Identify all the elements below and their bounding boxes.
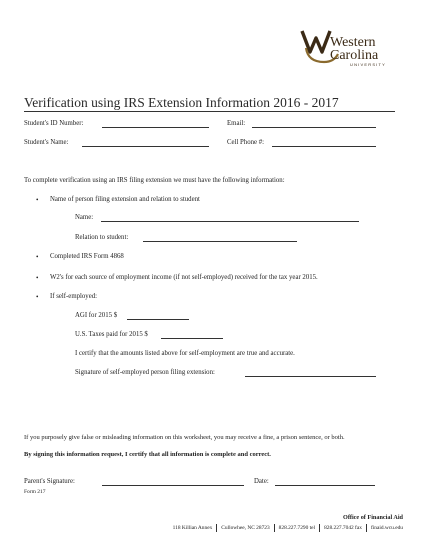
item-form-4868: Completed IRS Form 4868 [50,253,124,260]
student-id-field[interactable] [102,127,209,128]
parent-signature-label: Parent's Signature: [24,478,75,485]
certify-statement: By signing this information request, I certify that all information is complete and correct. [24,451,271,458]
certify-self-text: I certify that the amounts listed above for self-employment are true and accurate. [75,350,295,357]
bullet-icon: • [36,293,39,301]
signature-self-label: Signature of self-employed person filing extension: [75,369,215,376]
office-name: Office of Financial Aid [343,514,403,521]
student-name-field[interactable] [82,146,209,147]
taxes-label: U.S. Taxes paid for 2015 $ [75,331,148,338]
logo-word-university: UNIVERSITY [350,62,387,67]
footer-separator [319,524,320,532]
footer-contact [173,524,403,532]
agi-field[interactable] [127,319,189,320]
logo-word-western: Western [330,35,376,50]
bullet-icon: • [36,253,39,261]
email-field[interactable] [252,127,376,128]
page-title: Verification using IRS Extension Information 2016 - 2017 [24,95,339,110]
item-self-employed: If self-employed: [50,293,97,300]
warning-text: If you purposely give false or misleading information on this worksheet, you may receive a fine, a prison sentence, or both. [24,434,345,441]
footer-address-building: 118 Killian Annex [172,525,213,532]
item-person-filing: Name of person filing extension and relation to student [50,196,200,203]
footer-phone: 828.227.7290 tel [278,525,316,532]
footer-separator [274,524,275,532]
relation-label: Relation to student: [75,234,129,241]
agi-label: AGI for 2015 $ [75,312,118,319]
date-field[interactable] [275,485,375,486]
item-w2s: W2's for each source of employment income (if not self-employed) received for the tax year 2015. [50,274,318,281]
signature-self-field[interactable] [245,376,376,377]
taxes-field[interactable] [161,338,223,339]
footer-address-city: Cullowhee, NC 28723 [221,525,270,532]
title-divider [24,111,395,112]
student-id-label: Student's ID Number: [24,120,84,127]
university-logo [300,28,400,68]
footer-separator [366,524,367,532]
name-label: Name: [75,214,94,221]
cell-phone-label: Cell Phone #: [227,139,265,146]
parent-signature-field[interactable] [102,485,244,486]
intro-text: To complete verification using an IRS filing extension we must have the following information: [24,177,285,184]
student-name-label: Student's Name: [24,139,69,146]
cell-phone-field[interactable] [272,146,376,147]
email-label: Email: [227,120,246,127]
bullet-icon: • [36,274,39,282]
footer-web[interactable]: finaid.wcu.edu [370,525,403,532]
relation-field[interactable] [143,241,297,242]
name-field[interactable] [101,221,359,222]
form-number: Form 217 [24,489,46,495]
footer-separator [216,524,217,532]
footer-fax: 828.227.7042 fax [324,525,362,532]
logo-word-carolina: Carolina [330,48,379,63]
bullet-icon: • [36,196,39,204]
date-label: Date: [254,478,269,485]
